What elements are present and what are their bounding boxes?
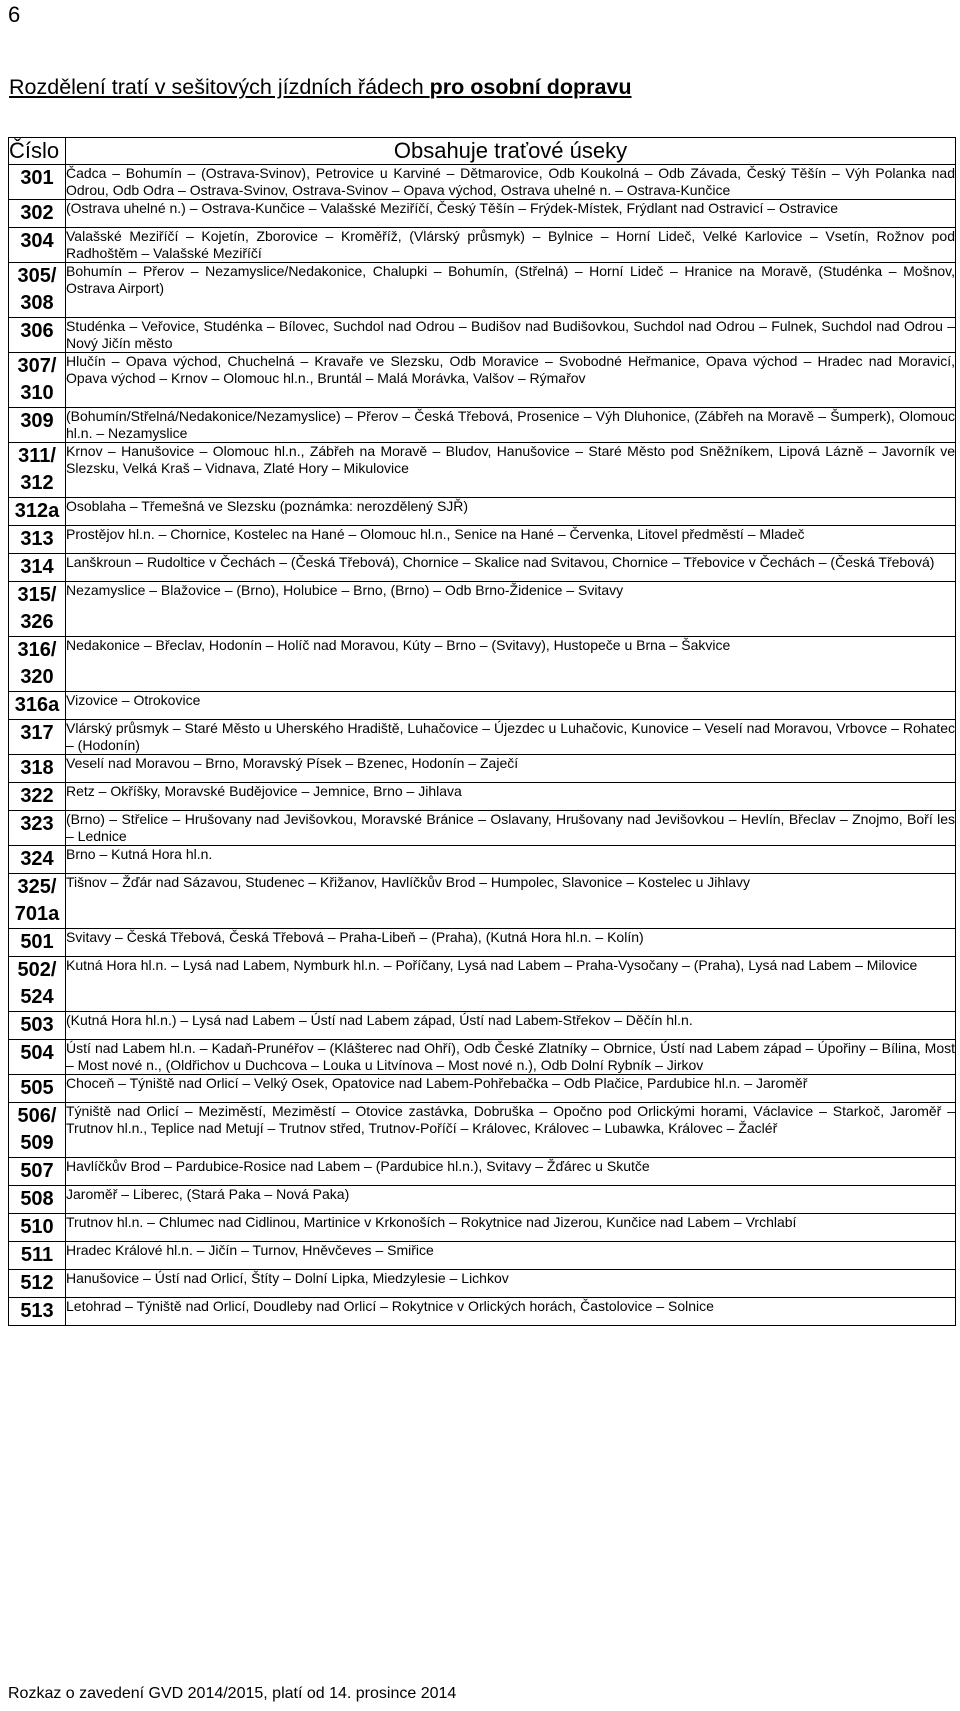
- route-sections: Valašské Meziříčí – Kojetín, Zborovice – Kroměříž, (Vlárský průsmyk) – Bylnice – Horní Lideč, Velké Karlovice – Vsetín, Rožnov pod Radhoštěm – Valašské Meziříčí: [66, 228, 955, 261]
- route-number: 501: [9, 929, 66, 957]
- route-sections: Hanušovice – Ústí nad Orlicí, Štíty – Dolní Lipka, Miedzylesie – Lichkov: [66, 1270, 956, 1298]
- route-number: 323: [9, 811, 66, 846]
- route-sections: (Ostrava uhelné n.) – Ostrava-Kunčice – Valašské Meziříčí, Český Těšín – Frýdek-Místek, Frýdlant nad Ostravicí – Ostravice: [66, 200, 956, 228]
- table-row: [9, 1186, 956, 1214]
- table-row: [9, 443, 956, 498]
- page-title-bold: pro osobní dopravu: [429, 75, 632, 99]
- route-sections: Choceň – Týniště nad Orlicí – Velký Osek, Opatovice nad Labem-Pohřebačka – Odb Plačice, Pardubice hl.n. – Jaroměř: [66, 1075, 956, 1103]
- table-row: [9, 1012, 956, 1040]
- route-sections: Vlárský průsmyk – Staré Město u Uherského Hradiště, Luhačovice – Újezdec u Luhačovic, Kunovice – Veselí nad Moravou, Vrbovce – Rohatec – (Hodonín): [66, 720, 955, 753]
- table-row: [9, 755, 956, 783]
- table-row: [9, 1298, 956, 1326]
- table-row: [9, 526, 956, 554]
- route-number: 512: [9, 1270, 66, 1298]
- route-number: 322: [9, 783, 66, 811]
- table-row: [9, 811, 956, 846]
- table-row: [9, 1075, 956, 1103]
- route-number: 309: [9, 408, 66, 443]
- route-number: 325/ 701a: [9, 874, 66, 929]
- route-sections: Nezamyslice – Blažovice – (Brno), Holubice – Brno, (Brno) – Odb Brno-Židenice – Svitavy: [66, 582, 956, 637]
- header-number: Číslo: [9, 138, 66, 165]
- route-sections: Lanškroun – Rudoltice v Čechách – (Česká Třebová), Chornice – Skalice nad Svitavou, Chornice – Třebovice v Čechách – (Česká Třebová): [66, 554, 956, 582]
- route-sections: Retz – Okříšky, Moravské Budějovice – Jemnice, Brno – Jihlava: [66, 783, 956, 811]
- route-number: 301: [9, 165, 66, 200]
- route-sections: Hlučín – Opava východ, Chuchelná – Kravaře ve Slezsku, Odb Moravice – Svobodné Heřmanice, Opava východ – Hradec nad Moravicí, Opava východ – Krnov – Olomouc hl.n., Bruntál – Malá Morávka, Valšov – Rýmařov: [66, 353, 956, 408]
- route-sections: Prostějov hl.n. – Chornice, Kostelec na Hané – Olomouc hl.n., Senice na Hané – Červenka, Litovel předměstí – Mladeč: [66, 526, 956, 554]
- table-row: [9, 874, 956, 929]
- route-number: 318: [9, 755, 66, 783]
- route-sections: Hradec Králové hl.n. – Jičín – Turnov, Hněvčeves – Smiřice: [66, 1242, 956, 1270]
- table-row: [9, 846, 956, 874]
- route-number: 306: [9, 318, 66, 353]
- table-row: [9, 554, 956, 582]
- route-sections: (Brno) – Střelice – Hrušovany nad Jevišovkou, Moravské Bránice – Oslavany, Hrušovany nad Jevišovkou – Hevlín, Břeclav – Znojmo, Boří les – Lednice: [66, 811, 955, 844]
- route-sections: Trutnov hl.n. – Chlumec nad Cidlinou, Martinice v Krkonoších – Rokytnice nad Jizerou, Kunčice nad Labem – Vrchlabí: [66, 1214, 956, 1242]
- route-sections: Týniště nad Orlicí – Meziměstí, Meziměstí – Otovice zastávka, Dobruška – Opočno pod Orlickými horami, Václavice – Starkoč, Jaroměř – Trutnov hl.n., Teplice nad Metují – Trutnov střed, Trutnov-Poříčí – Královec, Královec – Lubawka, Královec – Žacléř: [66, 1103, 956, 1158]
- footer-note: Rozkaz o zavedení GVD 2014/2015, platí od 14. prosince 2014: [8, 1685, 457, 1702]
- route-sections: Veselí nad Moravou – Brno, Moravský Písek – Bzenec, Hodonín – Zaječí: [66, 755, 956, 783]
- route-sections: Vizovice – Otrokovice: [66, 692, 956, 720]
- route-number: 317: [9, 720, 66, 755]
- route-number: 508: [9, 1186, 66, 1214]
- route-number: 312a: [9, 498, 66, 526]
- route-number: 304: [9, 228, 66, 263]
- route-number: 307/ 310: [9, 353, 66, 408]
- table-row: [9, 637, 956, 692]
- route-sections: (Bohumín/Střelná/Nedakonice/Nezamyslice) – Přerov – Česká Třebová, Prosenice – Výh Dluhonice, (Zábřeh na Moravě – Šumperk), Olomouc hl.n. – Nezamyslice: [66, 408, 955, 441]
- route-number: 513: [9, 1298, 66, 1326]
- route-sections: Krnov – Hanušovice – Olomouc hl.n., Zábřeh na Moravě – Bludov, Hanušovice – Staré Město pod Sněžníkem, Lipová Lázně – Javorník ve Slezsku, Velká Kraš – Vidnava, Zlaté Hory – Mikulovice: [66, 443, 956, 498]
- route-sections: Letohrad – Týniště nad Orlicí, Doudleby nad Orlicí – Rokytnice v Orlických horách, Častolovice – Solnice: [66, 1298, 956, 1326]
- route-sections: Havlíčkův Brod – Pardubice-Rosice nad Labem – (Pardubice hl.n.), Svitavy – Žďárec u Skutče: [66, 1158, 956, 1186]
- route-number: 511: [9, 1242, 66, 1270]
- table-row: [9, 165, 956, 200]
- table-row: [9, 783, 956, 811]
- route-number: 314: [9, 554, 66, 582]
- route-sections: Osoblaha – Třemešná ve Slezsku (poznámka: nerozdělený SJŘ): [66, 498, 956, 526]
- route-number: 316a: [9, 692, 66, 720]
- table-row: [9, 1040, 956, 1075]
- route-sections: (Kutná Hora hl.n.) – Lysá nad Labem – Ústí nad Labem západ, Ústí nad Labem-Střekov – Děčín hl.n.: [66, 1012, 956, 1040]
- table-row: [9, 353, 956, 408]
- table-row: [9, 1214, 956, 1242]
- route-sections: Kutná Hora hl.n. – Lysá nad Labem, Nymburk hl.n. – Poříčany, Lysá nad Labem – Praha-Vysočany – (Praha), Lysá nad Labem – Milovice: [66, 957, 956, 1012]
- table-row: [9, 318, 956, 353]
- route-number: 302: [9, 200, 66, 228]
- route-sections: Nedakonice – Břeclav, Hodonín – Holíč nad Moravou, Kúty – Brno – (Svitavy), Hustopeče u Brna – Šakvice: [66, 637, 956, 692]
- route-number: 510: [9, 1214, 66, 1242]
- table-row: [9, 692, 956, 720]
- route-number: 504: [9, 1040, 66, 1075]
- table-row: [9, 957, 956, 1012]
- route-number: 505: [9, 1075, 66, 1103]
- table-body: [9, 165, 956, 1326]
- route-number: 324: [9, 846, 66, 874]
- table-row: [9, 1158, 956, 1186]
- routes-table: [8, 137, 956, 1326]
- page-number: 6: [8, 2, 21, 27]
- route-sections: Tišnov – Žďár nad Sázavou, Studenec – Křižanov, Havlíčkův Brod – Humpolec, Slavonice – Kostelec u Jihlavy: [66, 874, 956, 929]
- table-row: [9, 1103, 956, 1158]
- page-title: [9, 75, 632, 100]
- table-row: [9, 200, 956, 228]
- table-row: [9, 929, 956, 957]
- route-number: 503: [9, 1012, 66, 1040]
- table-header-row: [9, 138, 956, 165]
- route-sections: Brno – Kutná Hora hl.n.: [66, 846, 956, 874]
- route-number: 507: [9, 1158, 66, 1186]
- table-row: [9, 498, 956, 526]
- route-sections: Jaroměř – Liberec, (Stará Paka – Nová Paka): [66, 1186, 956, 1214]
- table-row: [9, 582, 956, 637]
- route-number: 316/ 320: [9, 637, 66, 692]
- table-row: [9, 720, 956, 755]
- table-row: [9, 408, 956, 443]
- route-number: 313: [9, 526, 66, 554]
- header-description: Obsahuje traťové úseky: [66, 138, 956, 165]
- route-number: 305/ 308: [9, 263, 66, 318]
- table-row: [9, 263, 956, 318]
- route-number: 311/ 312: [9, 443, 66, 498]
- table-row: [9, 1242, 956, 1270]
- route-sections: Studénka – Veřovice, Studénka – Bílovec, Suchdol nad Odrou – Budišov nad Budišovkou, Suchdol nad Odrou – Fulnek, Suchdol nad Odrou – Nový Jičín město: [66, 318, 955, 351]
- route-sections: Bohumín – Přerov – Nezamyslice/Nedakonice, Chalupki – Bohumín, (Střelná) – Horní Lideč – Hranice na Moravě, (Studénka – Mošnov, Ostrava Airport): [66, 263, 956, 318]
- route-sections: Čadca – Bohumín – (Ostrava-Svinov), Petrovice u Karviné – Dětmarovice, Odb Koukolná – Odb Závada, Český Těšín – Výh Polanka nad Odrou, Odb Odra – Ostrava-Svinov, Ostrava-Svinov – Opava východ, Ostrava uhelné n. – Ostrava-Kunčice: [66, 165, 955, 198]
- route-number: 315/ 326: [9, 582, 66, 637]
- route-number: 506/ 509: [9, 1103, 66, 1158]
- route-number: 502/ 524: [9, 957, 66, 1012]
- page-title-plain: Rozdělení tratí v sešitových jízdních řádech: [9, 75, 430, 99]
- route-sections: Svitavy – Česká Třebová, Česká Třebová – Praha-Libeň – (Praha), (Kutná Hora hl.n. – Kolín): [66, 929, 956, 957]
- table-row: [9, 1270, 956, 1298]
- table-row: [9, 228, 956, 263]
- route-sections: Ústí nad Labem hl.n. – Kadaň-Prunéřov – (Klášterec nad Ohří), Odb České Zlatníky – Obrnice, Ústí nad Labem západ – Úpořiny – Bílina, Most – Most nové n., (Oldřichov u Duchcova – Louka u Litvínova – Most nové n.), Odb Dolní Rybník – Jirkov: [66, 1040, 955, 1073]
